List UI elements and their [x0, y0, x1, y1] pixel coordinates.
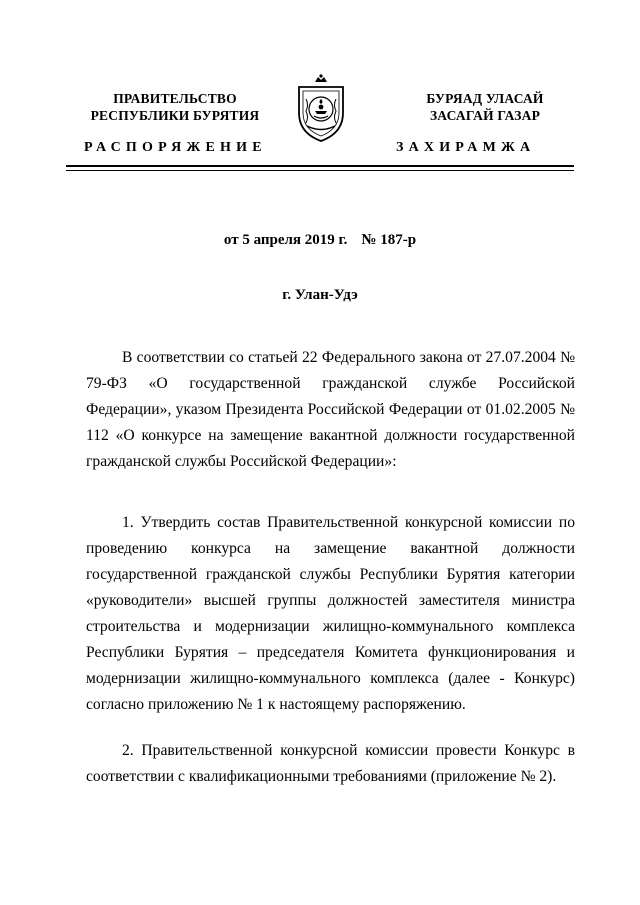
issuer-name-russian: [70, 90, 280, 124]
coat-of-arms-icon: [293, 73, 349, 145]
issuer-line-1-buryat: БУРЯАД УЛАСАЙ: [426, 91, 544, 106]
document-type-buryat: ЗАХИРАМЖА: [396, 140, 536, 155]
document-date: от 5 апреля 2019 г.: [223, 232, 348, 248]
issuer-line-1: ПРАВИТЕЛЬСТВО: [113, 91, 237, 106]
document-number: № 187-р: [361, 232, 417, 248]
issuer-line-2-buryat: ЗАСАГАЙ ГАЗАР: [429, 108, 541, 123]
header-divider-thin: [66, 170, 574, 171]
issuer-line-2: РЕСПУБЛИКИ БУРЯТИЯ: [90, 108, 260, 123]
document-city: г. Улан-Удэ: [282, 287, 358, 303]
preamble-paragraph: В соответствии со статьей 22 Федерального закона от 27.07.2004 № 79-ФЗ «О государственной гражданской службе Российской Федерации», указом Президента Российской Федерации от 01.02.2005 № 112 «О конкурсе на замещение вакантной должности государственной гражданской службы Российской Федерации»:: [86, 349, 575, 470]
header-divider-thick: [66, 165, 574, 167]
item-1-paragraph: 1. Утвердить состав Правительственной конкурсной комиссии по проведению конкурса на замещение вакантной должности государственной гражданской службы Республики Бурятия категории «руководители» высшей группы должностей заместителя министра строительства и модернизации жилищно-коммунального комплекса Республики Бурятия – председателя Комитета функционирования и модернизации жилищно-коммунального комплекса (далее - Конкурс) согласно приложению № 1 к настоящему распоряжению.: [86, 514, 575, 713]
document-type-russian: РАСПОРЯЖЕНИЕ: [84, 140, 267, 155]
issuer-name-buryat: [380, 90, 590, 124]
document-dateline: [0, 232, 640, 249]
item-2-paragraph: 2. Правительственной конкурсной комиссии провести Конкурс в соответствии с квалификационными требованиями (приложение № 2).: [86, 742, 575, 785]
